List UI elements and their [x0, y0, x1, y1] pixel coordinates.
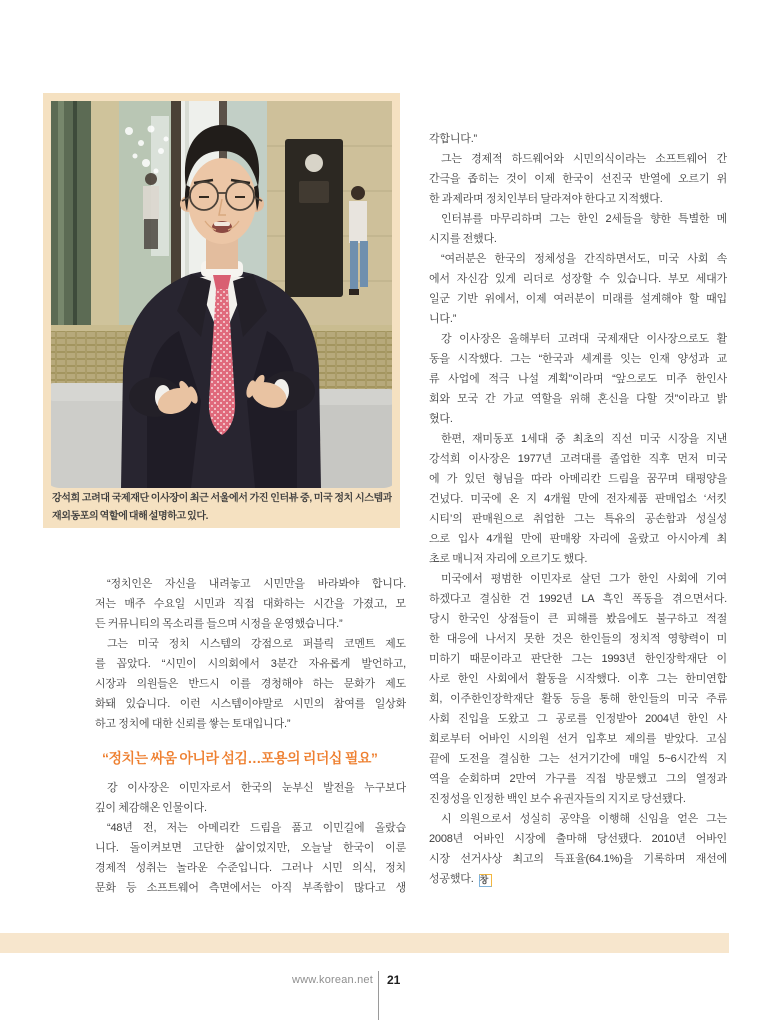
- text-line: 한 대응에 나서지 못한 것은 한인들의 정치적 영향력이 미: [429, 633, 727, 645]
- footer-website-url: www.korean.net: [291, 974, 373, 986]
- text-line: 일군 기반 위에서, 이제 여러분이 미래를 설계해야 할 때입: [429, 293, 727, 305]
- interview-photo: [51, 101, 392, 488]
- text-line: 니다.”: [429, 313, 457, 325]
- text-line: 동을 시작했다. 그는 “한국과 세계를 잇는 인재 양성과 교: [429, 353, 727, 365]
- text-line: 시 의원으로서 성실히 공약을 이행해 신임을 얻은 그는: [441, 813, 727, 825]
- article-column-right: [429, 129, 727, 889]
- text-line: 강석희 이사장은 1977년 고려대를 졸업한 직후 먼저 미국: [429, 453, 727, 465]
- text-line: 화돼 있습니다. 이런 시스템이야말로 시민의 참여를 일상화: [95, 698, 406, 710]
- text-line: 2008년 어바인 시장에 출마해 당선됐다. 2010년 어바인: [429, 833, 727, 845]
- text-line: 한편, 재미동포 1세대 중 최초의 직선 미국 시장을 지낸: [441, 433, 727, 445]
- text-line: 문화 등 소프트웨어 측면에서는 아직 부족함이 많다고 생: [95, 882, 406, 894]
- text-line: 회, 이주한인장학재단 활동 등을 통해 한인들의 미국 주류: [429, 693, 727, 705]
- text-line: 으로 입사 4개월 만에 판매왕 자리에 올랐고 아시아계 최: [429, 533, 727, 545]
- text-line: 한 과제라며 정치인부터 달라져야 한다고 지적했다.: [429, 193, 663, 205]
- article-column-left: [95, 574, 406, 898]
- text-line: 미국에서 평범한 이민자로 살던 그가 한인 사회에 기여: [441, 573, 727, 585]
- text-line: 깊이 체감해온 인물이다.: [95, 802, 207, 814]
- magazine-end-mark-icon: 창: [479, 874, 492, 887]
- text-line: 재외동포의 역할에 대해 설명하고 있다.: [52, 511, 209, 522]
- text-line: 역을 순회하며 2만여 가구를 직접 방문했고 그의 열정과: [429, 773, 727, 785]
- text-line: 사로 한인 사회에서 활동을 시작했다. 이후 그는 한미연합: [429, 673, 727, 685]
- text-line: 를 꼽았다. “시민이 시의회에서 3분간 자유롭게 발언하고,: [95, 658, 406, 670]
- text-line: 초로 매니저 자리에 오르기도 했다.: [429, 553, 588, 565]
- text-line: 에 가 있던 형님을 따라 아메리칸 드림을 꿈꾸며 태평양을: [429, 473, 727, 485]
- text-line: 강 이사장은 올해부터 고려대 국제재단 이사장으로도 활: [441, 333, 727, 345]
- text-line: “48년 전, 저는 아메리칸 드림을 품고 이민길에 올랐습: [107, 822, 406, 834]
- text-line: 경제적 성취는 놀라운 수준입니다. 그러나 시민 의식, 정치: [95, 862, 406, 874]
- text-line: 시장과 의원들은 반드시 이를 경청해야 하는 문화가 제도: [95, 678, 406, 690]
- text-line: 니다. 돌이켜보면 고단한 삶이었지만, 오늘날 한국이 이룬: [95, 842, 406, 854]
- text-line: 저는 매주 수요일 시민과 직접 대화하는 시간을 가졌고, 모: [95, 598, 406, 610]
- section-subheading: “정치는 싸움 아니라 섬김…포용의 리더십 필요”: [102, 750, 378, 766]
- text-line: 하겠다고 결심한 건 1992년 LA 흑인 폭동을 겪으면서다.: [429, 593, 727, 605]
- text-line: 회로부터 어바인 시의원 선거 입후보 제의를 받았다. 고심: [429, 733, 727, 745]
- text-line: 류 사업에 적극 나설 계획”이라며 “앞으로도 미주 한인사: [429, 373, 727, 385]
- text-line: 시지를 전했다.: [429, 233, 497, 245]
- text-line: 성공했다. 창: [429, 869, 727, 889]
- text-line: “여러분은 한국의 정체성을 간직하면서도, 미국 사회 속: [441, 253, 727, 265]
- text-line: 혔다.: [429, 413, 453, 425]
- footer-accent-bar: [0, 933, 729, 953]
- text-line: 하고 정치에 대한 신뢰를 쌓는 토대입니다.”: [95, 718, 291, 730]
- text-line: 미하기 때문이라고 판단한 그는 1993년 한인장학재단 이: [429, 653, 727, 665]
- photo-caption: [52, 490, 392, 526]
- text-line: 시티’의 판매원으로 취업한 그는 특유의 공손함과 성실성: [429, 513, 727, 525]
- text-line: 강 이사장은 이민자로서 한국의 눈부신 발전을 누구보다: [107, 782, 406, 794]
- text-line: 그는 경제적 하드웨어와 시민의식이라는 소프트웨어 간: [441, 153, 727, 165]
- text-line: 에서 자신감 있게 리더로 성장할 수 있습니다. 부모 세대가: [429, 273, 727, 285]
- text-line: 당시 한국인 상점들이 큰 피해를 봤음에도 불구하고 적절: [429, 613, 727, 625]
- text-line: 시장 선거사상 최고의 득표율(64.1%)을 기록하며 재선에: [429, 853, 727, 865]
- text-line: 회와 모국 간 가교 역할을 위해 혼신을 다할 것”이라고 밝: [429, 393, 727, 405]
- text-line: 간극을 좁히는 것이 이제 한국이 선진국 반열에 오르기 위: [429, 173, 727, 185]
- text-line: 끝에 도전을 결심한 그는 선거기간에 매일 5~6시간씩 지: [429, 753, 727, 765]
- text-line: 든 커뮤니티의 목소리를 들으며 시정을 운영했습니다.”: [95, 618, 343, 630]
- text-line: 사회 진입을 도왔고 그 공로를 인정받아 2004년 한인 사: [429, 713, 727, 725]
- footer-divider: [378, 971, 379, 1020]
- text-line: 건넜다. 미국에 온 지 4개월 만에 전자제품 판매업소 ‘서킷: [429, 493, 727, 505]
- text-line: 진정성을 인정한 백인 보수 유권자들의 지지로 당선됐다.: [429, 793, 686, 805]
- footer-page-number: 21: [387, 973, 401, 987]
- text-line: 그는 미국 정치 시스템의 강점으로 퍼블릭 코멘트 제도: [107, 638, 406, 650]
- text-line: 각합니다.”: [429, 133, 478, 145]
- photo-frame: [43, 93, 400, 528]
- text-line: 강석희 고려대 국제재단 이사장이 최근 서울에서 가진 인터뷰 중, 미국 정치 시스템과: [52, 493, 392, 504]
- text-line: 인터뷰를 마무리하며 그는 한인 2세들을 향한 특별한 메: [441, 213, 727, 225]
- text-line: “정치인은 자신을 내려놓고 시민만을 바라봐야 합니다.: [107, 578, 406, 590]
